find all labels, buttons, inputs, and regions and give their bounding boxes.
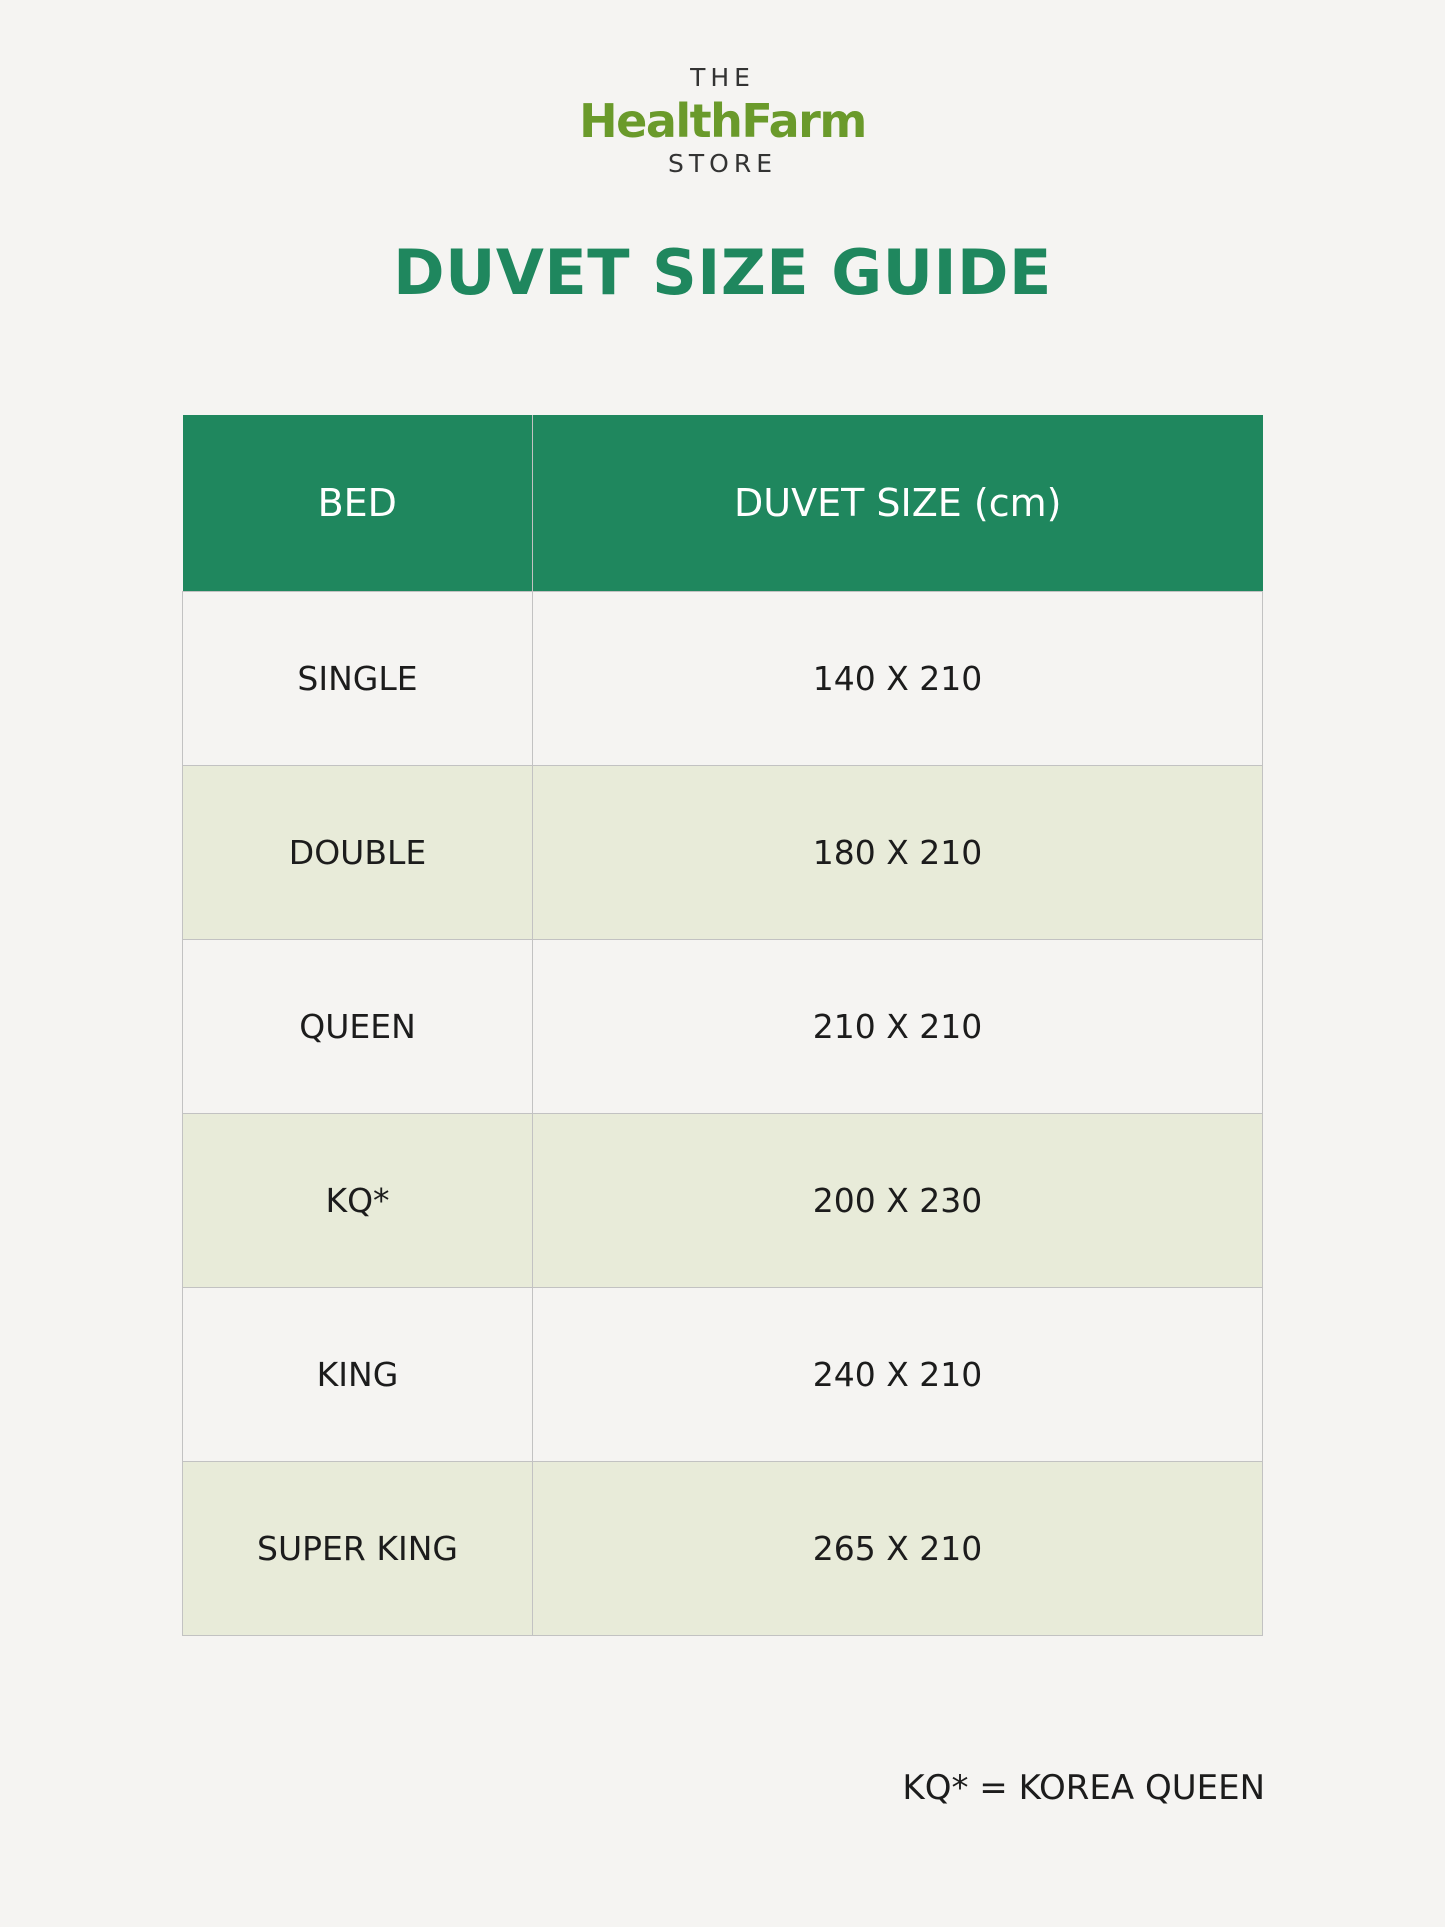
table-row [183, 1288, 1263, 1462]
page-title: DUVET SIZE GUIDE [393, 236, 1052, 309]
size-cell: 200 X 230 [533, 1114, 1263, 1288]
duvet-size-table [182, 415, 1263, 1636]
table-header-row [183, 415, 1263, 592]
bed-cell: KING [183, 1288, 533, 1462]
header-duvet-size: DUVET SIZE (cm) [533, 415, 1263, 592]
bed-cell: QUEEN [183, 940, 533, 1114]
size-cell: 265 X 210 [533, 1462, 1263, 1636]
table-row [183, 766, 1263, 940]
logo-text-healthfarm: HealthFarm [579, 94, 866, 148]
logo-text-the: THE [690, 63, 755, 92]
table-row [183, 592, 1263, 766]
bed-cell: SUPER KING [183, 1462, 533, 1636]
size-cell: 210 X 210 [533, 940, 1263, 1114]
size-cell: 180 X 210 [533, 766, 1263, 940]
header-bed: BED [183, 415, 533, 592]
footnote: KQ* = KOREA QUEEN [902, 1768, 1265, 1808]
table-row [183, 1114, 1263, 1288]
table-row [183, 940, 1263, 1114]
size-cell: 240 X 210 [533, 1288, 1263, 1462]
bed-cell: KQ* [183, 1114, 533, 1288]
bed-cell: DOUBLE [183, 766, 533, 940]
size-cell: 140 X 210 [533, 592, 1263, 766]
logo-text-store: STORE [668, 149, 777, 178]
bed-cell: SINGLE [183, 592, 533, 766]
brand-logo [0, 60, 1445, 182]
table-row [183, 1462, 1263, 1636]
